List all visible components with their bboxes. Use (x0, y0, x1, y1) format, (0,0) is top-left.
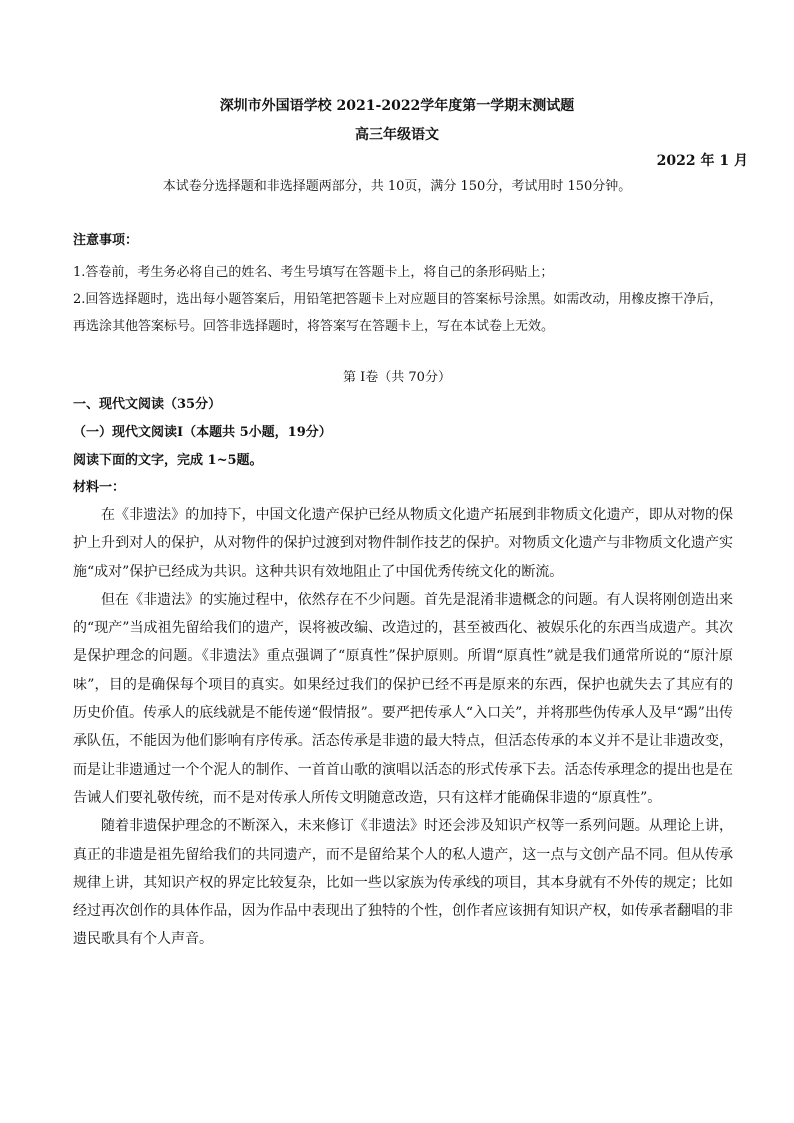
material-paragraph: 但在《非遗法》的实施过程中，依然存在不少问题。首先是混淆非遗概念的问题。有人误将刚创造出来的“现产”当成祖先留给我们的遗产，误将被改编、改造过的，甚至被西化、被娱乐化的东西当成遗产。其次是保护理念的问题。《非遗法》重点强调了“原真性”保护原则。所谓“原真性”就是我们通常所说的“原汁原味”，目的是确保每个项目的真实。如果经过我们的保护已经不再是原来的东西，保护也就失去了其应有的历史价值。传承人的底线就是不能传递“假情报”。要严把传承人“入口关”，并将那些伪传承人及早“踢”出传承队伍，不能因为他们影响有序传承。活态传承是非遗的最大特点，但活态传承的本义并不是让非遗改变，而是让非遗通过一个个泥人的制作、一首首山歌的演唱以活态的形式传承下去。活态传承理念的提出也是在告诫人们要礼敬传统，而不是对传承人所传文明随意改造，只有这样才能确保非遗的“原真性”。 (73, 591, 733, 806)
exam-subtitle: 高三年级语文 (355, 127, 439, 143)
part-title: 第 I卷（共 70分） (343, 370, 451, 385)
notice-item: 2.回答选择题时，选出每小题答案后，用铅笔把答题卡上对应题目的答案标号涂黑。如需改动，用橡皮擦干净后，再选涂其他答案标号。回答非选择题时，将答案写在答题卡上，写在本试卷上无效。 (73, 292, 723, 334)
material-paragraph: 随着非遗保护理念的不断深入，未来修订《非遗法》时还会涉及知识产权等一系列问题。从理论上讲，真正的非遗是祖先留给我们的共同遗产，而不是留给某个人的私人遗产，这一点与文创产品不同。但从传承规律上讲，其知识产权的界定比较复杂，比如一些以家族为传承线的项目，其本身就有不外传的规定；比如经过再次创作的具体作品，因为作品中表现出了独特的个性，创作者应该拥有知识产权，如传承者翻唱的非遗民歌具有个人声音。 (73, 818, 733, 948)
exam-title: 深圳市外国语学校 2021-2022学年度第一学期末测试题 (219, 98, 575, 114)
exam-date: 2022 年 1 月 (656, 153, 748, 169)
section-heading: 一、现代文阅读（35分） (73, 397, 222, 412)
subsection-heading: （一）现代文阅读Ⅰ（本题共 5小题，19分） (73, 425, 332, 440)
material-body (73, 501, 733, 954)
notice-item: 1.答卷前，考生务必将自己的姓名、考生号填写在答题卡上，将自己的条形码贴上； (73, 265, 554, 280)
notice-list (73, 259, 723, 340)
exam-intro: 本试卷分选择题和非选择题两部分，共 10页，满分 150分，考试用时 150分钟。 (162, 179, 632, 194)
material-paragraph: 在《非遗法》的加持下，中国文化遗产保护已经从物质文化遗产拓展到非物质文化遗产，即从对物的保护上升到对人的保护，从对物件的保护过渡到对物件制作技艺的保护。对物质文化遗产与非物质文化遗产实施“成对”保护已经成为共识。这种共识有效地阻止了中国优秀传统文化的断流。 (73, 507, 733, 580)
reading-instruction: 阅读下面的文字，完成 1~5题。 (73, 453, 263, 468)
material-label: 材料一： (73, 480, 126, 495)
notice-heading: 注意事项： (73, 233, 139, 248)
